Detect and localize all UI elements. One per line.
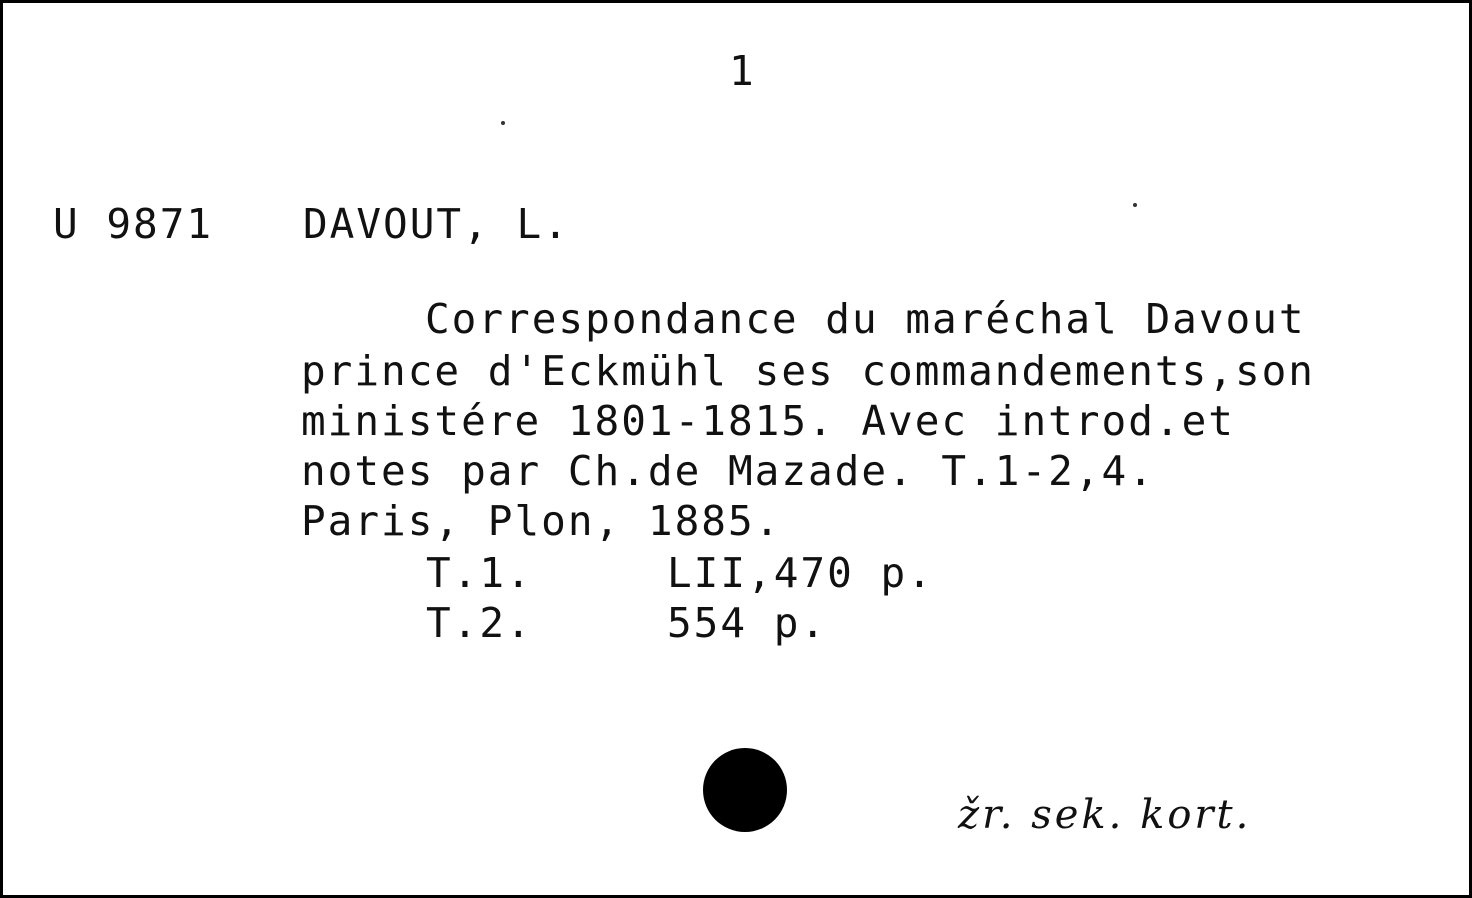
imprint-line: Paris, Plon, 1885.: [301, 497, 782, 545]
volume-label: T.2.: [426, 599, 533, 647]
author-heading: DAVOUT, L.: [303, 200, 570, 248]
description-line: Correspondance du maréchal Davout: [425, 295, 1306, 343]
page-number: 1: [729, 47, 756, 95]
description-line: prince d'Eckmühl ses commandements,son: [301, 347, 1315, 395]
volume-label: T.1.: [426, 549, 533, 597]
volume-pages: 554 p.: [667, 599, 828, 647]
handwritten-note: žr. sek. kort.: [958, 792, 1252, 838]
punch-hole: [703, 748, 787, 832]
description-line: ministére 1801-1815. Avec introd.et: [301, 397, 1235, 445]
volume-pages: LII,470 p.: [667, 549, 934, 597]
call-number: U 9871: [53, 200, 214, 248]
ink-speck: [1133, 203, 1137, 207]
description-line: notes par Ch.de Mazade. T.1-2,4.: [301, 447, 1155, 495]
ink-speck: [501, 121, 505, 125]
